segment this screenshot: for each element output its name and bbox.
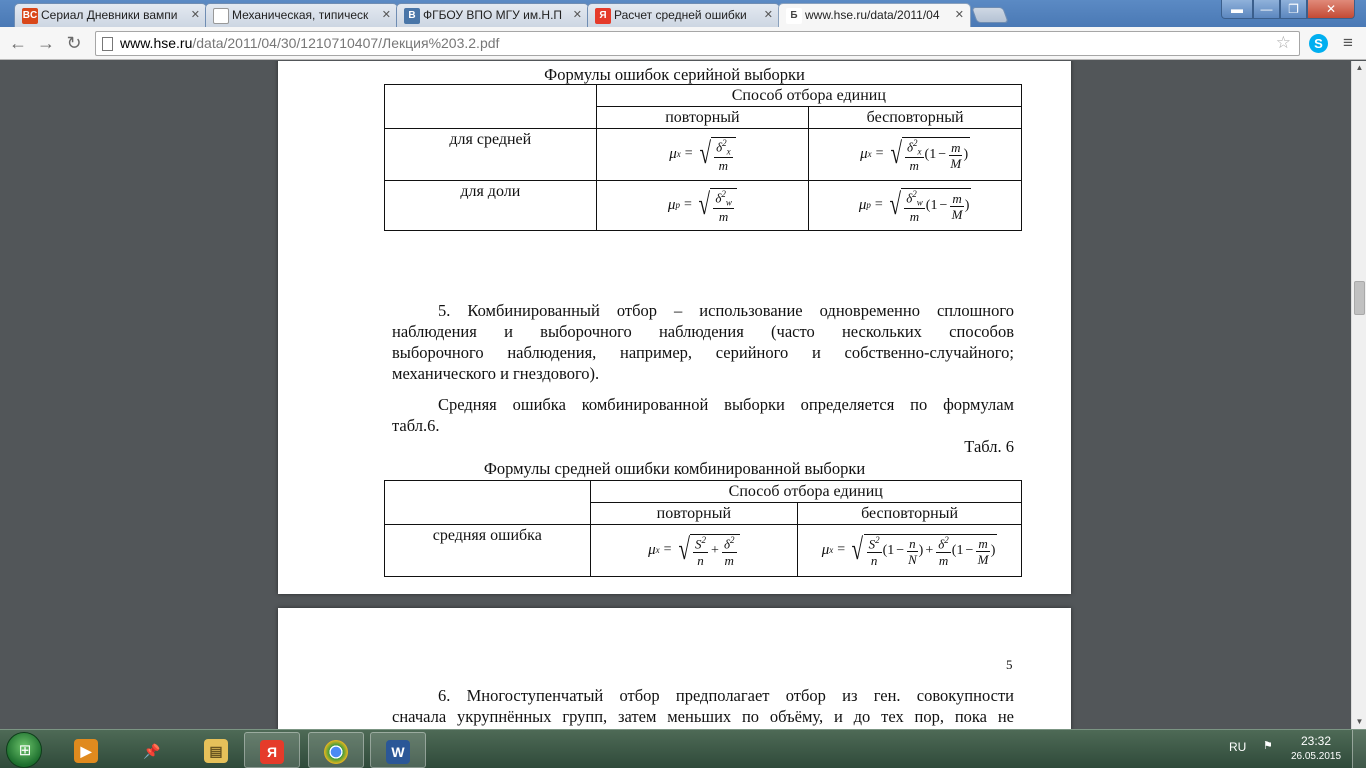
- table1-caption: Формулы ошибок серийной выборки: [544, 65, 805, 84]
- tab-close-icon[interactable]: ✕: [572, 9, 582, 21]
- hse-favicon-icon: Б: [786, 8, 802, 24]
- page-document-icon: [102, 37, 113, 51]
- taskbar-chrome[interactable]: [308, 732, 364, 768]
- method-header: Способ отбора единиц: [596, 85, 1021, 107]
- para-combined-line4: механического и гнездового).: [392, 364, 600, 383]
- scrollbar-thumb[interactable]: [1354, 281, 1365, 315]
- scroll-up-arrow-icon[interactable]: ▲: [1355, 63, 1364, 72]
- tab-close-icon[interactable]: ✕: [190, 9, 200, 21]
- pdf-page: [278, 61, 1071, 594]
- scroll-down-arrow-icon[interactable]: ▼: [1355, 717, 1364, 726]
- col-repeat-header: повторный: [596, 107, 809, 129]
- tab-title: www.hse.ru/data/2011/04: [805, 8, 940, 22]
- chrome-menu-button[interactable]: ≡: [1343, 33, 1353, 52]
- para-combined-line3: выборочного наблюдения, например, серийного и собственно-случайного;: [392, 343, 1014, 362]
- row-share-label: для доли: [385, 181, 597, 231]
- windows-logo-icon: ⊞: [18, 742, 32, 759]
- forward-button[interactable]: →: [37, 33, 55, 53]
- start-button[interactable]: [6, 732, 42, 768]
- tab-title: Сериал Дневники вампи: [41, 8, 178, 22]
- para-mean-error-line2: табл.6.: [392, 416, 440, 435]
- clock-date: 26.05.2015: [1290, 751, 1342, 762]
- tab-title: Механическая, типическ: [232, 8, 369, 22]
- para-multistage-line2: сначала укрупнённых групп, затем меньших по объёму, и до тех пор, пока не: [392, 707, 1014, 726]
- method-header: Способ отбора единиц: [590, 481, 1021, 503]
- bookmark-star-icon[interactable]: ☆: [1275, 33, 1291, 52]
- maximize-button[interactable]: ❐: [1280, 0, 1307, 19]
- tab-close-icon[interactable]: ✕: [763, 9, 773, 21]
- formula-share-repeat: μ p = √ $\frac{\delta^2_w}{m}$: [596, 181, 809, 231]
- word-icon: W: [386, 740, 410, 764]
- system-clock[interactable]: [1290, 734, 1342, 762]
- language-indicator[interactable]: RU: [1229, 740, 1247, 754]
- tab-title: ФГБОУ ВПО МГУ им.Н.П: [423, 8, 563, 22]
- url-host: www.hse.ru: [120, 35, 193, 51]
- taskbar-media-player[interactable]: [58, 732, 114, 768]
- pushpin-icon: 📌: [143, 743, 161, 760]
- clock-time: 23:32: [1300, 734, 1332, 748]
- page-favicon-icon: [213, 8, 229, 24]
- col-repeat-header: повторный: [590, 503, 798, 525]
- table2-caption: Формулы средней ошибки комбинированной выборки: [483, 459, 866, 478]
- col-norepeat-header: бесповторный: [809, 107, 1022, 129]
- address-bar[interactable]: [95, 31, 1300, 56]
- action-center-flag-icon[interactable]: ⚑: [1263, 740, 1273, 752]
- tab-close-icon[interactable]: ✕: [954, 9, 964, 21]
- vk-favicon-icon: BC: [22, 8, 38, 24]
- formula-combined-norepeat: μ x = √ $\frac{S^2}{n}$ ( 1 − $\frac{n}{N}$ ) + $\frac{\delta^2}{m}$ ( 1 − $\frac{m}{M}$ ): [798, 525, 1022, 577]
- row-mean-label: для средней: [385, 129, 597, 181]
- page-number: 5: [1006, 657, 1013, 672]
- vk-favicon-icon: B: [404, 8, 420, 24]
- pdf-page: [278, 608, 1071, 729]
- user-profile-button[interactable]: ▬: [1221, 0, 1253, 19]
- reload-button[interactable]: ↻: [66, 33, 82, 53]
- col-norepeat-header: бесповторный: [798, 503, 1022, 525]
- media-player-icon: ▶: [74, 739, 98, 763]
- para-multistage-line1: 6. Многоступенчатый отбор предполагает отбор из ген. совокупности: [438, 686, 1014, 705]
- formula-mean-repeat: μ x = √ $\frac{\delta^2_x}{m}$: [596, 129, 809, 181]
- formula-mean-norepeat: μ x = √ $\frac{\delta^2_x}{m}$ ( 1 − $\frac{m}{M}$ ): [809, 129, 1022, 181]
- yandex-favicon-icon: Я: [595, 8, 611, 24]
- tab-vampire-diaries[interactable]: [14, 3, 207, 27]
- tab-hse-pdf[interactable]: [778, 3, 971, 27]
- windows-taskbar: [0, 729, 1366, 768]
- table-corner-cell: [385, 481, 591, 525]
- url-path: /data/2011/04/30/1210710407/Лекция%203.2.pdf: [192, 35, 500, 51]
- tab-mean-error[interactable]: [587, 3, 780, 27]
- table-corner-cell: [385, 85, 597, 129]
- minimize-button[interactable]: —: [1253, 0, 1280, 19]
- table6-label: Табл. 6: [964, 437, 1014, 456]
- skype-extension-icon[interactable]: S: [1309, 34, 1328, 53]
- tab-strip: [0, 0, 1366, 27]
- close-window-button[interactable]: ✕: [1307, 0, 1355, 19]
- taskbar-yandex[interactable]: [244, 732, 300, 768]
- para-combined-line2: наблюдения и выборочного наблюдения (часто нескольких способов: [392, 322, 1014, 341]
- formula-combined-repeat: μ x = √ $\frac{S^2}{n}$ + $\frac{\delta^2}{m}$: [590, 525, 798, 577]
- taskbar-pinned-app[interactable]: [124, 732, 180, 768]
- tab-title: Расчет средней ошибки: [614, 8, 747, 22]
- taskbar-word[interactable]: [370, 732, 426, 768]
- yandex-icon: Я: [260, 740, 284, 764]
- pdf-viewer[interactable]: [0, 61, 1351, 729]
- para-combined-line1: 5. Комбинированный отбор – использование одновременно сплошного: [438, 301, 1014, 320]
- tab-close-icon[interactable]: ✕: [381, 9, 391, 21]
- row-mean-error-label: средняя ошибка: [385, 525, 591, 577]
- taskbar-explorer[interactable]: [188, 732, 244, 768]
- formula-share-norepeat: μ p = √ $\frac{\delta^2_w}{m}$ ( 1 − $\frac{m}{M}$ ): [809, 181, 1022, 231]
- back-button[interactable]: ←: [9, 33, 27, 53]
- serial-sampling-errors-table: [384, 84, 1022, 231]
- folder-icon: ▤: [204, 739, 228, 763]
- chrome-icon: [324, 740, 348, 764]
- para-mean-error-line1: Средняя ошибка комбинированной выборки определяется по формулам: [438, 395, 1014, 414]
- browser-toolbar: [0, 27, 1366, 60]
- tab-mechanical-sampling[interactable]: [205, 3, 398, 27]
- pdf-scrollbar[interactable]: [1351, 61, 1366, 729]
- new-tab-button[interactable]: [971, 7, 1009, 23]
- show-desktop-button[interactable]: [1352, 730, 1366, 768]
- combined-sampling-errors-table: [384, 480, 1022, 577]
- tab-fgbou-mgu[interactable]: [396, 3, 589, 27]
